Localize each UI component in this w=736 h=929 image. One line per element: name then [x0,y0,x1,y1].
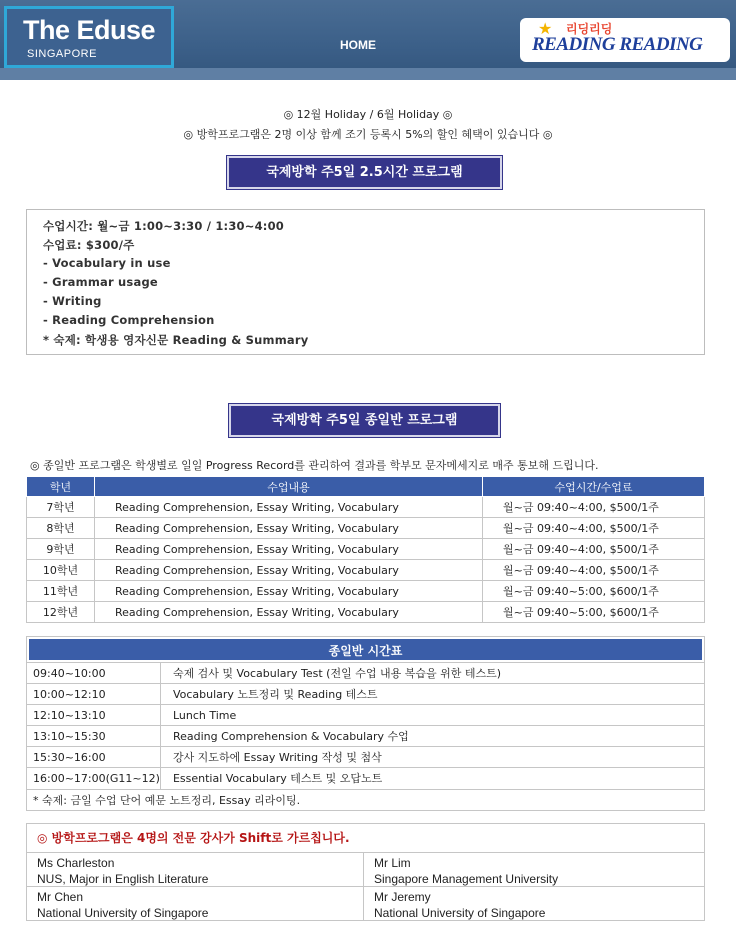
eduse-logo[interactable] [4,6,174,68]
program1-details [26,209,705,355]
teacher-card [364,852,704,886]
time-cell: 15:30~16:00 [27,747,160,768]
column-header-grade: 학년 [27,477,95,497]
column-header-time-fee: 수업시간/수업료 [483,477,705,497]
table-row [27,747,704,768]
site-header [0,0,736,80]
activity-cell: Reading Comprehension & Vocabulary 수업 [160,726,704,747]
table-row [27,684,704,705]
time-cell: 09:40~10:00 [27,663,160,684]
activity-cell: Essential Vocabulary 테스트 및 오답노트 [160,768,704,789]
teacher-school: National University of Singapore [37,906,209,920]
teacher-school: Singapore Management University [374,872,559,886]
content-cell: Reading Comprehension, Essay Writing, Vocabulary [95,560,483,581]
teacher-name: Mr Jeremy [374,890,431,904]
table-row [27,539,705,560]
reading-reading-logo[interactable] [520,18,730,62]
time-cell: 13:10~15:30 [27,726,160,747]
activity-cell: 숙제 검사 및 Vocabulary Test (전일 수업 내용 복습을 위한 테스트) [160,663,704,684]
class-schedule-table [26,476,705,623]
time-fee-cell: 월~금 09:40~4:00, $500/1주 [483,497,705,518]
time-cell: 16:00~17:00(G11~12) [27,768,160,789]
teachers-section [26,823,705,921]
program1-line: - Writing [43,294,102,308]
time-fee-cell: 월~금 09:40~5:00, $600/1주 [483,581,705,602]
program1-line: - Reading Comprehension [43,313,215,327]
table-row [27,497,705,518]
teacher-card [27,852,364,886]
teachers-heading: ◎ 방학프로그램은 4명의 전문 강사가 Shift로 가르칩니다. [37,831,350,845]
activity-cell: 강사 지도하에 Essay Writing 작성 및 첨삭 [160,747,704,768]
teacher-name: Mr Chen [37,890,84,904]
holiday-notice: ◎ 12월 Holiday / 6월 Holiday ◎ [283,108,453,121]
timetable-title: 종일반 시간표 [27,637,704,662]
teacher-school: National University of Singapore [374,906,546,920]
nav-home-link[interactable]: HOME [340,38,376,52]
timetable-table [27,662,704,789]
grade-cell: 11학년 [27,581,95,602]
activity-cell: Lunch Time [160,705,704,726]
content-cell: Reading Comprehension, Essay Writing, Vocabulary [95,518,483,539]
grade-cell: 8학년 [27,518,95,539]
program1-title: 국제방학 주5일 2.5시간 프로그램 [227,156,502,189]
table-row [27,518,705,539]
program2-title: 국제방학 주5일 종일반 프로그램 [229,404,500,437]
teacher-card [27,886,364,920]
time-cell: 10:00~12:10 [27,684,160,705]
content-cell: Reading Comprehension, Essay Writing, Vocabulary [95,497,483,518]
homework-note: * 숙제: 금일 수업 단어 예문 노트정리, Essay 리라이팅. [27,789,704,810]
time-fee-cell: 월~금 09:40~4:00, $500/1주 [483,560,705,581]
program1-line: 수업시간: 월~금 1:00~3:30 / 1:30~4:00 [43,219,284,233]
teacher-name: Ms Charleston [37,856,115,870]
star-icon: ★ [538,19,553,38]
teacher-card [364,886,704,920]
time-cell: 12:10~13:10 [27,705,160,726]
grade-cell: 12학년 [27,602,95,623]
eduse-logo-text: The Eduse [23,15,156,45]
header-stripe [0,68,736,80]
table-row [27,663,704,684]
table-row [27,581,705,602]
time-fee-cell: 월~금 09:40~4:00, $500/1주 [483,539,705,560]
program1-line: 수업료: $300/주 [43,238,135,252]
teacher-name: Mr Lim [374,856,411,870]
content-cell: Reading Comprehension, Essay Writing, Vocabulary [95,581,483,602]
discount-notice: ◎ 방학프로그램은 2명 이상 함께 조기 등록시 5%의 할인 혜택이 있습니다 ◎ [183,128,553,141]
activity-cell: Vocabulary 노트정리 및 Reading 테스트 [160,684,704,705]
reading-logo-english: READING READING [532,34,703,55]
program1-line: - Grammar usage [43,275,158,289]
table-row [27,705,704,726]
content-cell: Reading Comprehension, Essay Writing, Vocabulary [95,539,483,560]
table-row [27,768,704,789]
full-day-timetable [26,636,705,811]
grade-cell: 7학년 [27,497,95,518]
grade-cell: 9학년 [27,539,95,560]
content-cell: Reading Comprehension, Essay Writing, Vocabulary [95,602,483,623]
program1-line: * 숙제: 학생용 영자신문 Reading & Summary [43,333,309,347]
program1-line: - Vocabulary in use [43,256,171,270]
table-row [27,602,705,623]
time-fee-cell: 월~금 09:40~4:00, $500/1주 [483,518,705,539]
table-header-row [27,477,705,497]
time-fee-cell: 월~금 09:40~5:00, $600/1주 [483,602,705,623]
grade-cell: 10학년 [27,560,95,581]
reading-logo-korean: 리딩리딩 [566,22,613,36]
eduse-logo-subtext: SINGAPORE [27,48,97,60]
column-header-content: 수업내용 [95,477,483,497]
table-row [27,726,704,747]
teachers-grid [27,852,704,920]
teacher-school: NUS, Major in English Literature [37,872,209,886]
program2-intro: ◎ 종일반 프로그램은 학생별로 일일 Progress Record를 관리하여 결과를 학부모 문자메세지로 매주 통보해 드립니다. [30,459,599,472]
table-row [27,560,705,581]
